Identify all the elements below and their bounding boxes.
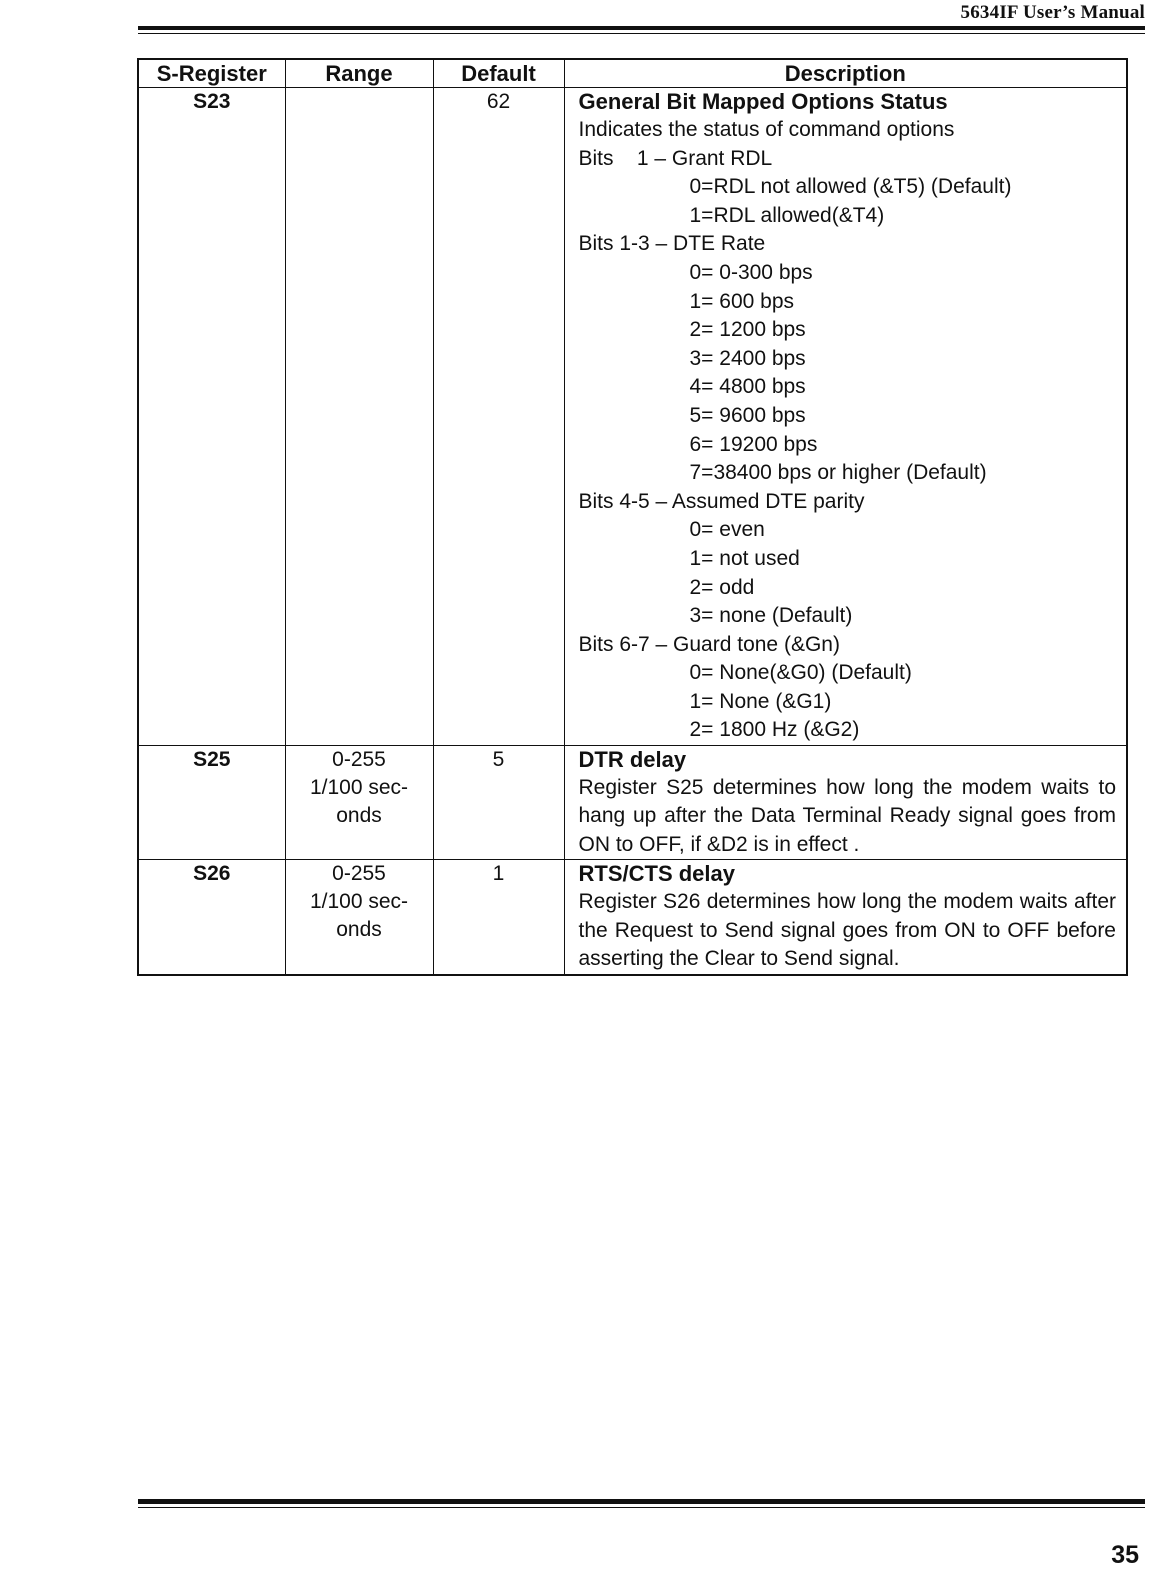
description-line: 3= none (Default) [689, 604, 853, 628]
description-line: 5= 9600 bps [689, 403, 806, 427]
range-line: 0-255 [332, 748, 386, 772]
range-line: 1/100 sec- [309, 890, 409, 914]
description-title: General Bit Mapped Options Status [578, 89, 948, 114]
column-header-default: Default [433, 59, 564, 88]
register-cell: S23 [138, 88, 285, 746]
range-cell [285, 860, 433, 975]
description-line: Indicates the status of command options [578, 118, 955, 141]
description-paragraph: Register S26 determines how long the modem waits after the Request to Send signal goes from ON to OFF before asserting the Clear to Send signal. [578, 890, 1116, 971]
description-line: 2= 1800 Hz (&G2) [689, 718, 860, 742]
description-line: 7=38400 bps or higher (Default) [689, 461, 987, 485]
range-line: 1/100 sec- [309, 776, 409, 800]
description-line: 1=RDL allowed(&T4) [689, 203, 885, 227]
footer-rule [138, 1499, 1145, 1504]
description-line: 6= 19200 bps [689, 432, 818, 456]
footer-rule-thin [138, 1507, 1145, 1508]
table-row-s25 [138, 746, 1127, 860]
description-line: Bits 1-3 – DTE Rate [578, 232, 766, 256]
default-cell: 62 [433, 88, 564, 746]
description-cell [564, 860, 1127, 975]
register-cell: S26 [138, 860, 285, 975]
header-rule-thin [138, 33, 1145, 34]
default-cell: 1 [433, 860, 564, 975]
description-line: 2= odd [689, 575, 755, 599]
description-paragraph: Register S25 determines how long the modem waits to hang up after the Data Terminal Ready signal goes from ON to OFF, if &D2 is in effect . [578, 776, 1116, 856]
column-header-description: Description [564, 59, 1127, 88]
s-register-table [137, 58, 1128, 976]
page-number: 35 [1111, 1541, 1139, 1569]
range-line: onds [336, 918, 382, 942]
range-line: 0-255 [332, 862, 386, 886]
description-line: 1= None (&G1) [689, 689, 832, 713]
description-line: 1= not used [689, 546, 800, 570]
register-cell: S25 [138, 746, 285, 860]
range-cell [285, 88, 433, 746]
description-title: RTS/CTS delay [578, 861, 735, 887]
header-rule [138, 26, 1145, 30]
description-cell [564, 746, 1127, 860]
default-cell: 5 [433, 746, 564, 860]
description-line: Bits 1 – Grant RDL [578, 146, 773, 170]
table-row-s23 [138, 88, 1127, 746]
table-header-row [138, 59, 1127, 88]
description-cell [564, 88, 1127, 746]
description-line: Bits 4-5 – Assumed DTE parity [578, 489, 865, 513]
column-header-range: Range [285, 59, 433, 88]
description-line: 2= 1200 bps [689, 318, 806, 342]
description-line: 0=RDL not allowed (&T5) (Default) [689, 175, 1012, 199]
description-line: 0= 0-300 bps [689, 260, 813, 284]
description-line: Bits 6-7 – Guard tone (&Gn) [578, 632, 840, 656]
range-cell [285, 746, 433, 860]
description-line: 3= 2400 bps [689, 346, 806, 370]
description-title: DTR delay [578, 747, 687, 773]
description-line: 0= even [689, 518, 765, 542]
range-line: onds [336, 804, 382, 828]
description-line: 1= 600 bps [689, 289, 795, 313]
description-line: 0= None(&G0) (Default) [689, 661, 912, 685]
column-header-s-register: S-Register [138, 59, 285, 88]
table-row-s26 [138, 860, 1127, 975]
running-header: 5634IF User’s Manual [960, 2, 1145, 23]
description-line: 4= 4800 bps [689, 375, 806, 399]
